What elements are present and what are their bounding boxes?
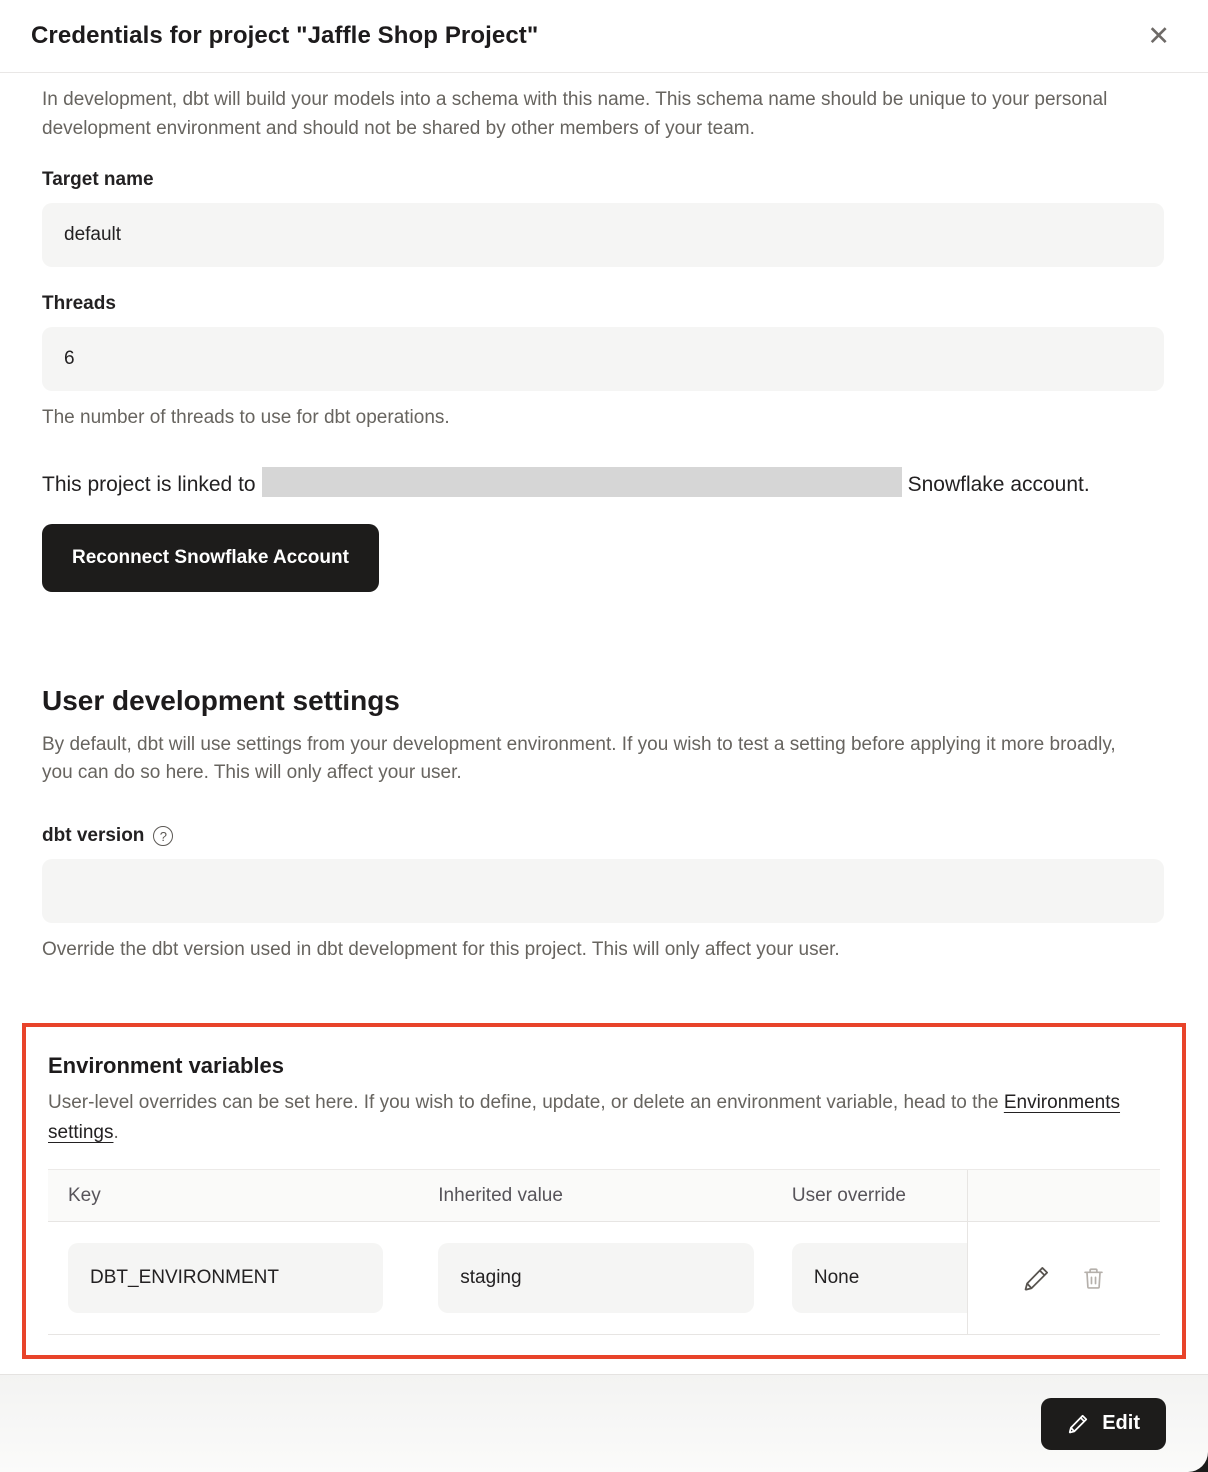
env-var-user-override: None bbox=[792, 1243, 967, 1313]
column-header-key: Key bbox=[48, 1170, 418, 1222]
pencil-icon bbox=[1022, 1263, 1052, 1293]
dbt-version-label-text: dbt version bbox=[42, 825, 145, 846]
modal-body bbox=[0, 73, 1208, 1374]
edit-button[interactable] bbox=[1041, 1398, 1166, 1450]
edit-row-button[interactable] bbox=[1022, 1263, 1052, 1293]
modal-footer bbox=[0, 1374, 1208, 1472]
modal-header bbox=[0, 0, 1208, 73]
dbt-version-label bbox=[42, 825, 1166, 847]
column-header-inherited-value: Inherited value bbox=[418, 1170, 772, 1222]
user-dev-settings-description: By default, dbt will use settings from your development environment. If you wish to test a setting before applying it more broadly, you can do so here. This will only affect your user. bbox=[42, 734, 1116, 783]
target-name-input[interactable]: default bbox=[42, 203, 1164, 267]
delete-row-button[interactable] bbox=[1080, 1265, 1107, 1292]
environments-settings-link[interactable]: Environments settings bbox=[48, 1092, 1121, 1143]
edit-button-label: Edit bbox=[1102, 1412, 1140, 1434]
threads-input[interactable]: 6 bbox=[42, 327, 1164, 391]
schema-description: In development, dbt will build your models into a schema with this name. This schema name should be unique to your personal development environment and should not be shared by other members of your team. bbox=[42, 89, 1108, 139]
pencil-icon bbox=[1067, 1412, 1090, 1435]
linked-account-text-before: This project is linked to bbox=[42, 473, 256, 496]
threads-helper-text: The number of threads to use for dbt operations. bbox=[42, 407, 450, 428]
dbt-version-helper-text: Override the dbt version used in dbt development for this project. This will only affect your user. bbox=[42, 939, 840, 960]
env-desc-prefix: User-level overrides can be set here. If you wish to define, update, or delete an environment variable, head to the bbox=[48, 1092, 1004, 1113]
column-header-user-override: User override bbox=[772, 1170, 968, 1222]
redacted-account-name bbox=[262, 467, 902, 497]
threads-label: Threads bbox=[42, 293, 116, 314]
linked-account-text bbox=[42, 467, 1132, 502]
dbt-version-input[interactable] bbox=[42, 859, 1164, 923]
trash-icon bbox=[1080, 1265, 1107, 1292]
close-icon[interactable]: ✕ bbox=[1141, 19, 1176, 54]
help-icon[interactable]: ? bbox=[153, 826, 173, 846]
reconnect-snowflake-button[interactable]: Reconnect Snowflake Account bbox=[42, 524, 379, 592]
table-row bbox=[48, 1222, 1160, 1335]
environment-variables-table bbox=[48, 1169, 1160, 1335]
modal-title: Credentials for project "Jaffle Shop Project" bbox=[31, 22, 539, 49]
env-var-key: DBT_ENVIRONMENT bbox=[68, 1243, 383, 1313]
column-header-actions bbox=[968, 1170, 1160, 1222]
environment-variables-heading: Environment variables bbox=[48, 1053, 284, 1078]
table-header-row bbox=[48, 1170, 1160, 1222]
user-dev-settings-heading: User development settings bbox=[42, 685, 400, 716]
linked-account-text-after: Snowflake account. bbox=[907, 473, 1090, 496]
environment-variables-section bbox=[22, 1023, 1186, 1359]
env-var-inherited-value: staging bbox=[438, 1243, 754, 1313]
target-name-label: Target name bbox=[42, 169, 154, 190]
env-desc-suffix: . bbox=[113, 1122, 119, 1143]
environment-variables-description bbox=[48, 1088, 1158, 1148]
